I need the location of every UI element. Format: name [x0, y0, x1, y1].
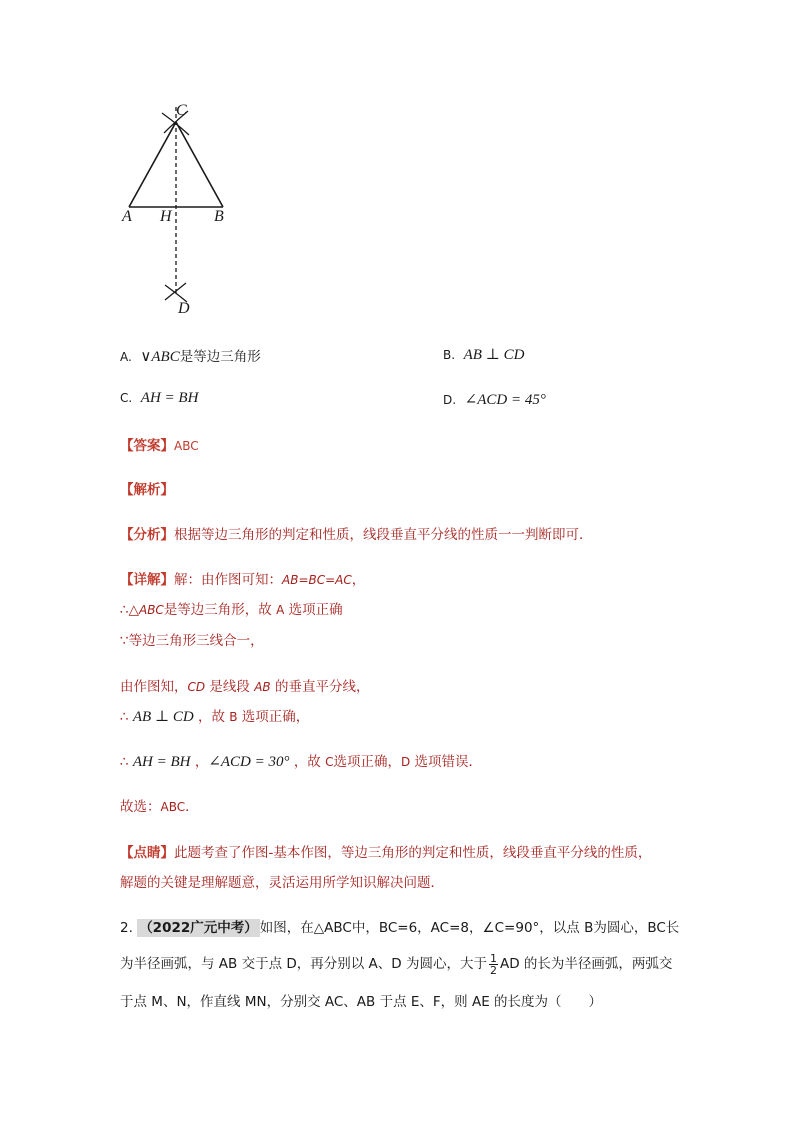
option-c-math: AH = BH [140, 390, 199, 406]
fenxi-line [120, 523, 593, 543]
detail-line4-a: 由作图知， [120, 679, 188, 695]
detail-line-4 [120, 675, 369, 695]
question2-line1: 如图，在△ABC中，BC=6，AC=8，∠C=90°，以点 B为圆心，BC长 [259, 920, 680, 936]
option-c [120, 390, 198, 407]
detail-line6-f: 选项错误． [414, 754, 483, 770]
option-d-math: ∠ACD = 45° [464, 392, 546, 408]
detail-line4-ab: AB [254, 680, 271, 694]
conclusion-line [120, 795, 199, 815]
question2-line-2 [120, 952, 672, 976]
question2-line-3: 于点 M、N，作直线 MN，分别交 AC、AB 于点 E、F，则 AE 的长度为（ ） [120, 994, 603, 1010]
side-ac [129, 122, 176, 207]
detail-line-2 [120, 598, 343, 618]
detail-line5-math: AB ⊥ CD [132, 709, 194, 725]
detail-line2-c: A [276, 603, 285, 617]
comment-line-1 [120, 841, 651, 861]
detail-line-5 [120, 705, 309, 726]
option-a-letter: A. [120, 350, 132, 364]
triangle-construction-figure [110, 95, 240, 325]
question2-number: 2. [120, 920, 133, 936]
label-h: H [160, 208, 172, 225]
option-d [443, 390, 546, 409]
option-a-math: ∨ABC [140, 349, 180, 365]
fenxi-label: 【分析】 [120, 527, 174, 543]
detail-line2-d: 选项正确 [288, 602, 343, 618]
detail-line6-a: ∴ [120, 754, 129, 770]
fraction-one-half [489, 953, 498, 976]
detail-line5-a: ∴ [120, 709, 129, 725]
detail-line-6 [120, 750, 482, 771]
answer-value: ABC [174, 439, 199, 453]
detail-line-3: ∵等边三角形三线合一， [120, 633, 264, 649]
detail-line-1 [120, 568, 365, 588]
conclusion-text: 故选： [120, 799, 161, 815]
option-b [443, 345, 524, 364]
analysis-title: 【解析】 [120, 482, 174, 498]
detail-line6-c: C [325, 755, 334, 769]
fraction-numerator: 1 [489, 951, 497, 965]
detail-line2-math: ABC [138, 603, 164, 617]
answer-label: 【答案】 [120, 438, 174, 454]
option-a-text: 是等边三角形 [179, 349, 261, 365]
fenxi-text: 根据等边三角形的判定和性质，线段垂直平分线的性质一一判断即可． [174, 527, 593, 543]
detail-line4-c: 的垂直平分线， [274, 679, 370, 695]
detail-line5-d: 选项正确， [241, 709, 310, 725]
option-a [120, 345, 261, 366]
conclusion-end: ． [185, 799, 199, 815]
question2-tag: （2022广元中考） [139, 920, 258, 936]
detail-line6-d: 选项正确， [333, 754, 401, 770]
detail-line6-math1: AH = BH [132, 754, 191, 770]
question2-line2b: AD 的长为半径画弧，两弧交 [499, 956, 673, 972]
detail-line2-a: ∴△ [120, 602, 139, 618]
comment-line1: 此题考查了作图-基本作图，等边三角形的判定和性质，线段垂直平分线的性质， [174, 845, 652, 861]
label-a: A [122, 208, 132, 225]
option-b-letter: B. [443, 348, 456, 362]
side-bc [176, 122, 223, 207]
detail-line6-e: D [401, 755, 411, 769]
label-c: C [176, 102, 187, 119]
detail-line4-cd: CD [187, 680, 206, 694]
detail-line1-text: 解：由作图可知： [174, 572, 282, 588]
detail-line2-b: 是等边三角形，故 [163, 602, 272, 618]
detail-line6-b: ，故 [293, 754, 321, 770]
label-d: D [178, 300, 190, 317]
label-b: B [214, 208, 224, 225]
comment-label: 【点睛】 [120, 845, 174, 861]
detail-label: 【详解】 [120, 572, 174, 588]
conclusion-value: ABC [160, 800, 186, 814]
detail-line5-c: B [229, 710, 238, 724]
option-c-letter: C. [120, 391, 133, 405]
detail-line1-math: AB=BC=AC [282, 573, 352, 587]
detail-line6-sep: ， [194, 754, 209, 770]
detail-line6-math2: ∠ACD = 30° [208, 754, 290, 770]
detail-line1-end: ， [351, 572, 366, 588]
option-b-math: AB ⊥ CD [463, 347, 525, 363]
question2-line2a: 为半径画弧，与 AB 交于点 D，再分别以 A、D 为圆心，大于 [120, 956, 487, 972]
option-d-letter: D. [443, 393, 457, 407]
detail-line4-b: 是线段 [209, 679, 250, 695]
question2-line-1 [120, 916, 679, 936]
answer-line [120, 434, 199, 454]
fraction-denominator: 2 [489, 963, 497, 977]
detail-line5-b: ，故 [197, 709, 225, 725]
comment-line-2: 解题的关键是理解题意，灵活运用所学知识解决问题． [120, 875, 444, 891]
